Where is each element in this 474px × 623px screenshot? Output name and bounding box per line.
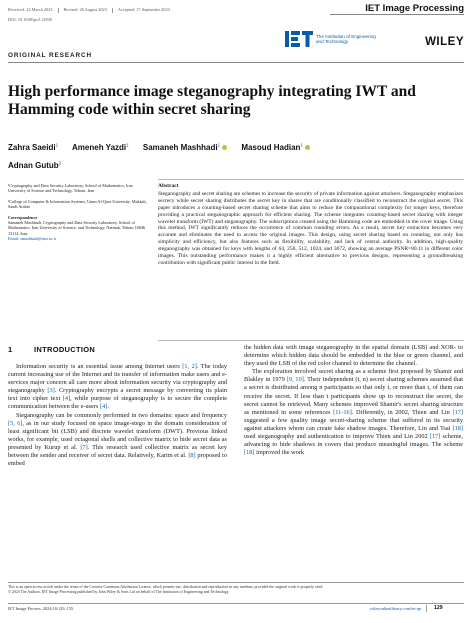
paragraph-text: used steganography and authentication to improve Thien and Lin 2002 <box>244 433 430 441</box>
abstract-text: Steganography and secret sharing are schemes to increase the security of private information against attackers. Steganography emphasizes secrecy while secret sharing distributes the secret key in shares that are conditionally classified to reconstruct the original secret. This paper introduces a counting-based secret sharing scheme that aims to reduce the computational complexity for longer keys, therefore providing a practical steganographic approach for efficient sharing. The scheme integrates counting-based secret sharing with integer wavelet transform (IWT) and steganography. The subscriptions created using the Hamming code are embedded in the cover image. Using this method, IWT significantly reduces the occurrence of common rounding errors. As a result, secret key extraction becomes very accurate and eliminates the need to access the original images. This design, using secret sharing based on counting, not only has simplicity and efficiency, but also features such as flexibility, scalability, and lack of central authority. In addition, high-quality steganography was obtained for keys with lengths of 64, 256, 512, 1024, and 3072, showing an average PSNR=80.11 in different color images. This outstanding performance makes it a highly efficient alternative to previous designs, representing a groundbreaking contribution with significant public interest in the field. <box>158 190 463 266</box>
journal-url[interactable]: wileyonlinelibrary.com/iet-ipr <box>370 606 422 611</box>
footer-rule <box>8 603 464 604</box>
orcid-icon[interactable] <box>305 145 310 150</box>
paragraph-text: , while purpose of steganography is to secure the complete communication between the e-users <box>8 395 227 411</box>
section-heading: INTRODUCTION <box>34 345 96 354</box>
page-number: 129 <box>434 605 443 611</box>
wiley-logo: WILEY <box>425 36 464 48</box>
citation-link[interactable]: [11-16] <box>333 408 352 416</box>
journal-citation: IET Image Process. 2024;18:129–135. <box>8 606 75 611</box>
affiliations <box>8 183 148 242</box>
author[interactable] <box>8 143 58 152</box>
publisher-tagline: The Institution of Engineering and Technology <box>316 34 376 45</box>
body-paragraph <box>244 368 463 457</box>
journal-name: IET Image Processing <box>365 3 464 14</box>
paragraph-text: The exploration involved secret sharing as a scheme first proposed by Shamir and Blakley in 1979 <box>244 368 463 384</box>
license-statement: This is an open access article under the terms of the Creative Commons Attribution License, which permits use, distribution and reproduction in any medium, provided the original work is properly cited. <box>8 585 324 589</box>
affiliation-ref: 2 <box>58 160 62 166</box>
abstract-heading: Abstract <box>158 183 179 189</box>
citation-link[interactable]: [5, 6] <box>8 419 23 427</box>
affiliation-ref: 1 <box>126 142 129 147</box>
citation-link[interactable]: [8] <box>188 452 196 460</box>
paragraph-text: proposed to embed <box>8 452 227 468</box>
affiliation-ref: 1 <box>217 142 221 147</box>
correspondence-heading: Correspondence <box>8 214 38 220</box>
paragraph-text: . Their independent (t, n) secret sharing schemes assumed that a secret is distributed among n participants so that only t, or more than t, of them can receive the secret. If less than t participants show up to reconstruct the secret, the secret cannot be retrieved. Many schemes improved Shamir's secret sharing structure as mentioned in some references <box>244 376 463 416</box>
citation-link[interactable]: [17] <box>429 433 441 441</box>
paragraph-text: improved the work <box>254 449 304 457</box>
author-name: Adnan Gutub <box>8 161 59 171</box>
author[interactable] <box>72 143 129 152</box>
paragraph-text: Information security is an essential issue among Internet users <box>16 363 183 370</box>
copyright: © 2023 The Authors. IET Image Processing published by John Wiley & Sons Ltd on behalf of The Institution of Engineering and Technology. <box>8 590 230 594</box>
date-divider <box>58 8 59 13</box>
citation-link[interactable]: [3] <box>47 387 55 395</box>
author[interactable] <box>8 161 61 170</box>
section-rule <box>8 62 464 63</box>
paragraph-text: . This research used collective matrix as secret key between the sender and receiver of secret data. Relatively, Karim et al. <box>8 443 227 460</box>
body-paragraph <box>8 363 227 412</box>
body-paragraph <box>8 412 227 469</box>
citation-link[interactable]: [17] <box>452 408 463 416</box>
author-list <box>8 137 458 174</box>
author-name: Masoud Hadian <box>241 142 301 152</box>
abstract-top-rule <box>158 179 464 180</box>
paragraph-text: suggested a few quality image secret-sharing scheme that suffered in its security against attackers whom can create fake shadow images. Therefore, Lin and Tsai <box>244 416 463 432</box>
paragraph-text: . The today current increasing use of the Internet and its transfer of information make users and e-services major concern all care more about information security via cryptography and steganography <box>8 363 228 395</box>
paragraph-text: . Cryptography encrypts a secret message by converting its plain text into cipher text <box>8 387 228 403</box>
header-rule <box>330 14 464 15</box>
citation-link[interactable]: [4] <box>62 395 71 403</box>
footer-divider <box>426 605 427 612</box>
abstract <box>158 183 463 267</box>
citation-link[interactable]: [18] <box>244 449 255 457</box>
paragraph-text: Steganography can be commonly performed in two domains: space and frequency <box>16 411 227 419</box>
affiliation-ref: 1 <box>300 142 303 147</box>
orcid-icon[interactable] <box>222 145 227 150</box>
citation-link[interactable]: [1, 2] <box>182 363 197 370</box>
author-name: Ameneh Yazdi <box>72 142 127 152</box>
author[interactable] <box>241 143 310 152</box>
section-number: 1 <box>8 345 13 354</box>
paragraph-text: . Differently, in 2002, Thien and Lin <box>351 408 453 416</box>
citation-link[interactable]: [4] <box>99 403 108 411</box>
paragraph-text: , as in our study focused on space image-stego in the domain consideration of least significant bit (LSB) and discrete wavelet transform (DWT). Previous linked works, for example, used octagonal shells and collective matrix to hide secret data as presented by Kurup et al. <box>8 419 227 451</box>
correspondence-text: Samaneh Mashhadi, Cryptography and Data Security Laboratory, School of Mathematics, Iran University of Science, and Technology, Narmak, Tehran 16846 13114, Iran. <box>8 220 146 236</box>
author-name: Samaneh Mashhadi <box>142 142 218 152</box>
article-dates <box>8 7 170 13</box>
body-column-right <box>244 344 463 457</box>
received-date: Received: 22 March 2023 <box>8 7 53 12</box>
section-label: ORIGINAL RESEARCH <box>8 52 93 59</box>
article-title: High performance image steganography integrating IWT and Hamming code within secret sharing <box>8 83 416 118</box>
paragraph-text: the hidden data with image steganography in the spatial domain (LSB) and XOR- to determine which hidden data should be embedded in the blue or green channel, and they used the LSB of the red color channel to determine the channel. <box>244 344 463 368</box>
iet-logo-icon <box>285 29 313 49</box>
affiliation-ref: 1 <box>55 142 59 147</box>
author-name: Zahra Saeidi <box>8 142 56 152</box>
abstract-bottom-rule <box>158 340 464 341</box>
citation-link[interactable]: [9, 10] <box>286 376 304 384</box>
affiliation: ¹Cryptography and Data Security Laboratory, School of Mathematics, Iran University of Science and Technology, Tehran, Iran <box>8 183 133 194</box>
body-column-left <box>8 363 227 468</box>
accepted-date: Accepted: 17 September 2023 <box>117 7 170 12</box>
author[interactable] <box>143 143 227 152</box>
citation-link[interactable]: [18] <box>452 424 463 432</box>
revised-date: Revised: 26 August 2023 <box>63 7 107 12</box>
paragraph-text: scheme, advancing to hide shadows in covers that produce meaningful images. The scheme <box>244 433 464 449</box>
date-divider <box>112 8 113 13</box>
affiliation: ²College of Computer & Information Systems, Umm Al-Qura University, Makkah, Saudi Arabia <box>8 198 147 210</box>
paragraph-text: . <box>107 403 109 411</box>
footer-rule <box>8 582 464 583</box>
citation-link[interactable]: [7] <box>80 443 88 451</box>
body-paragraph <box>244 344 463 368</box>
correspondence-email[interactable]: Email: smashhadi@iust.ac.ir <box>8 236 57 242</box>
doi[interactable]: DOI: 10.1049/ipr2.12938 <box>8 17 52 22</box>
license-note <box>8 585 463 595</box>
